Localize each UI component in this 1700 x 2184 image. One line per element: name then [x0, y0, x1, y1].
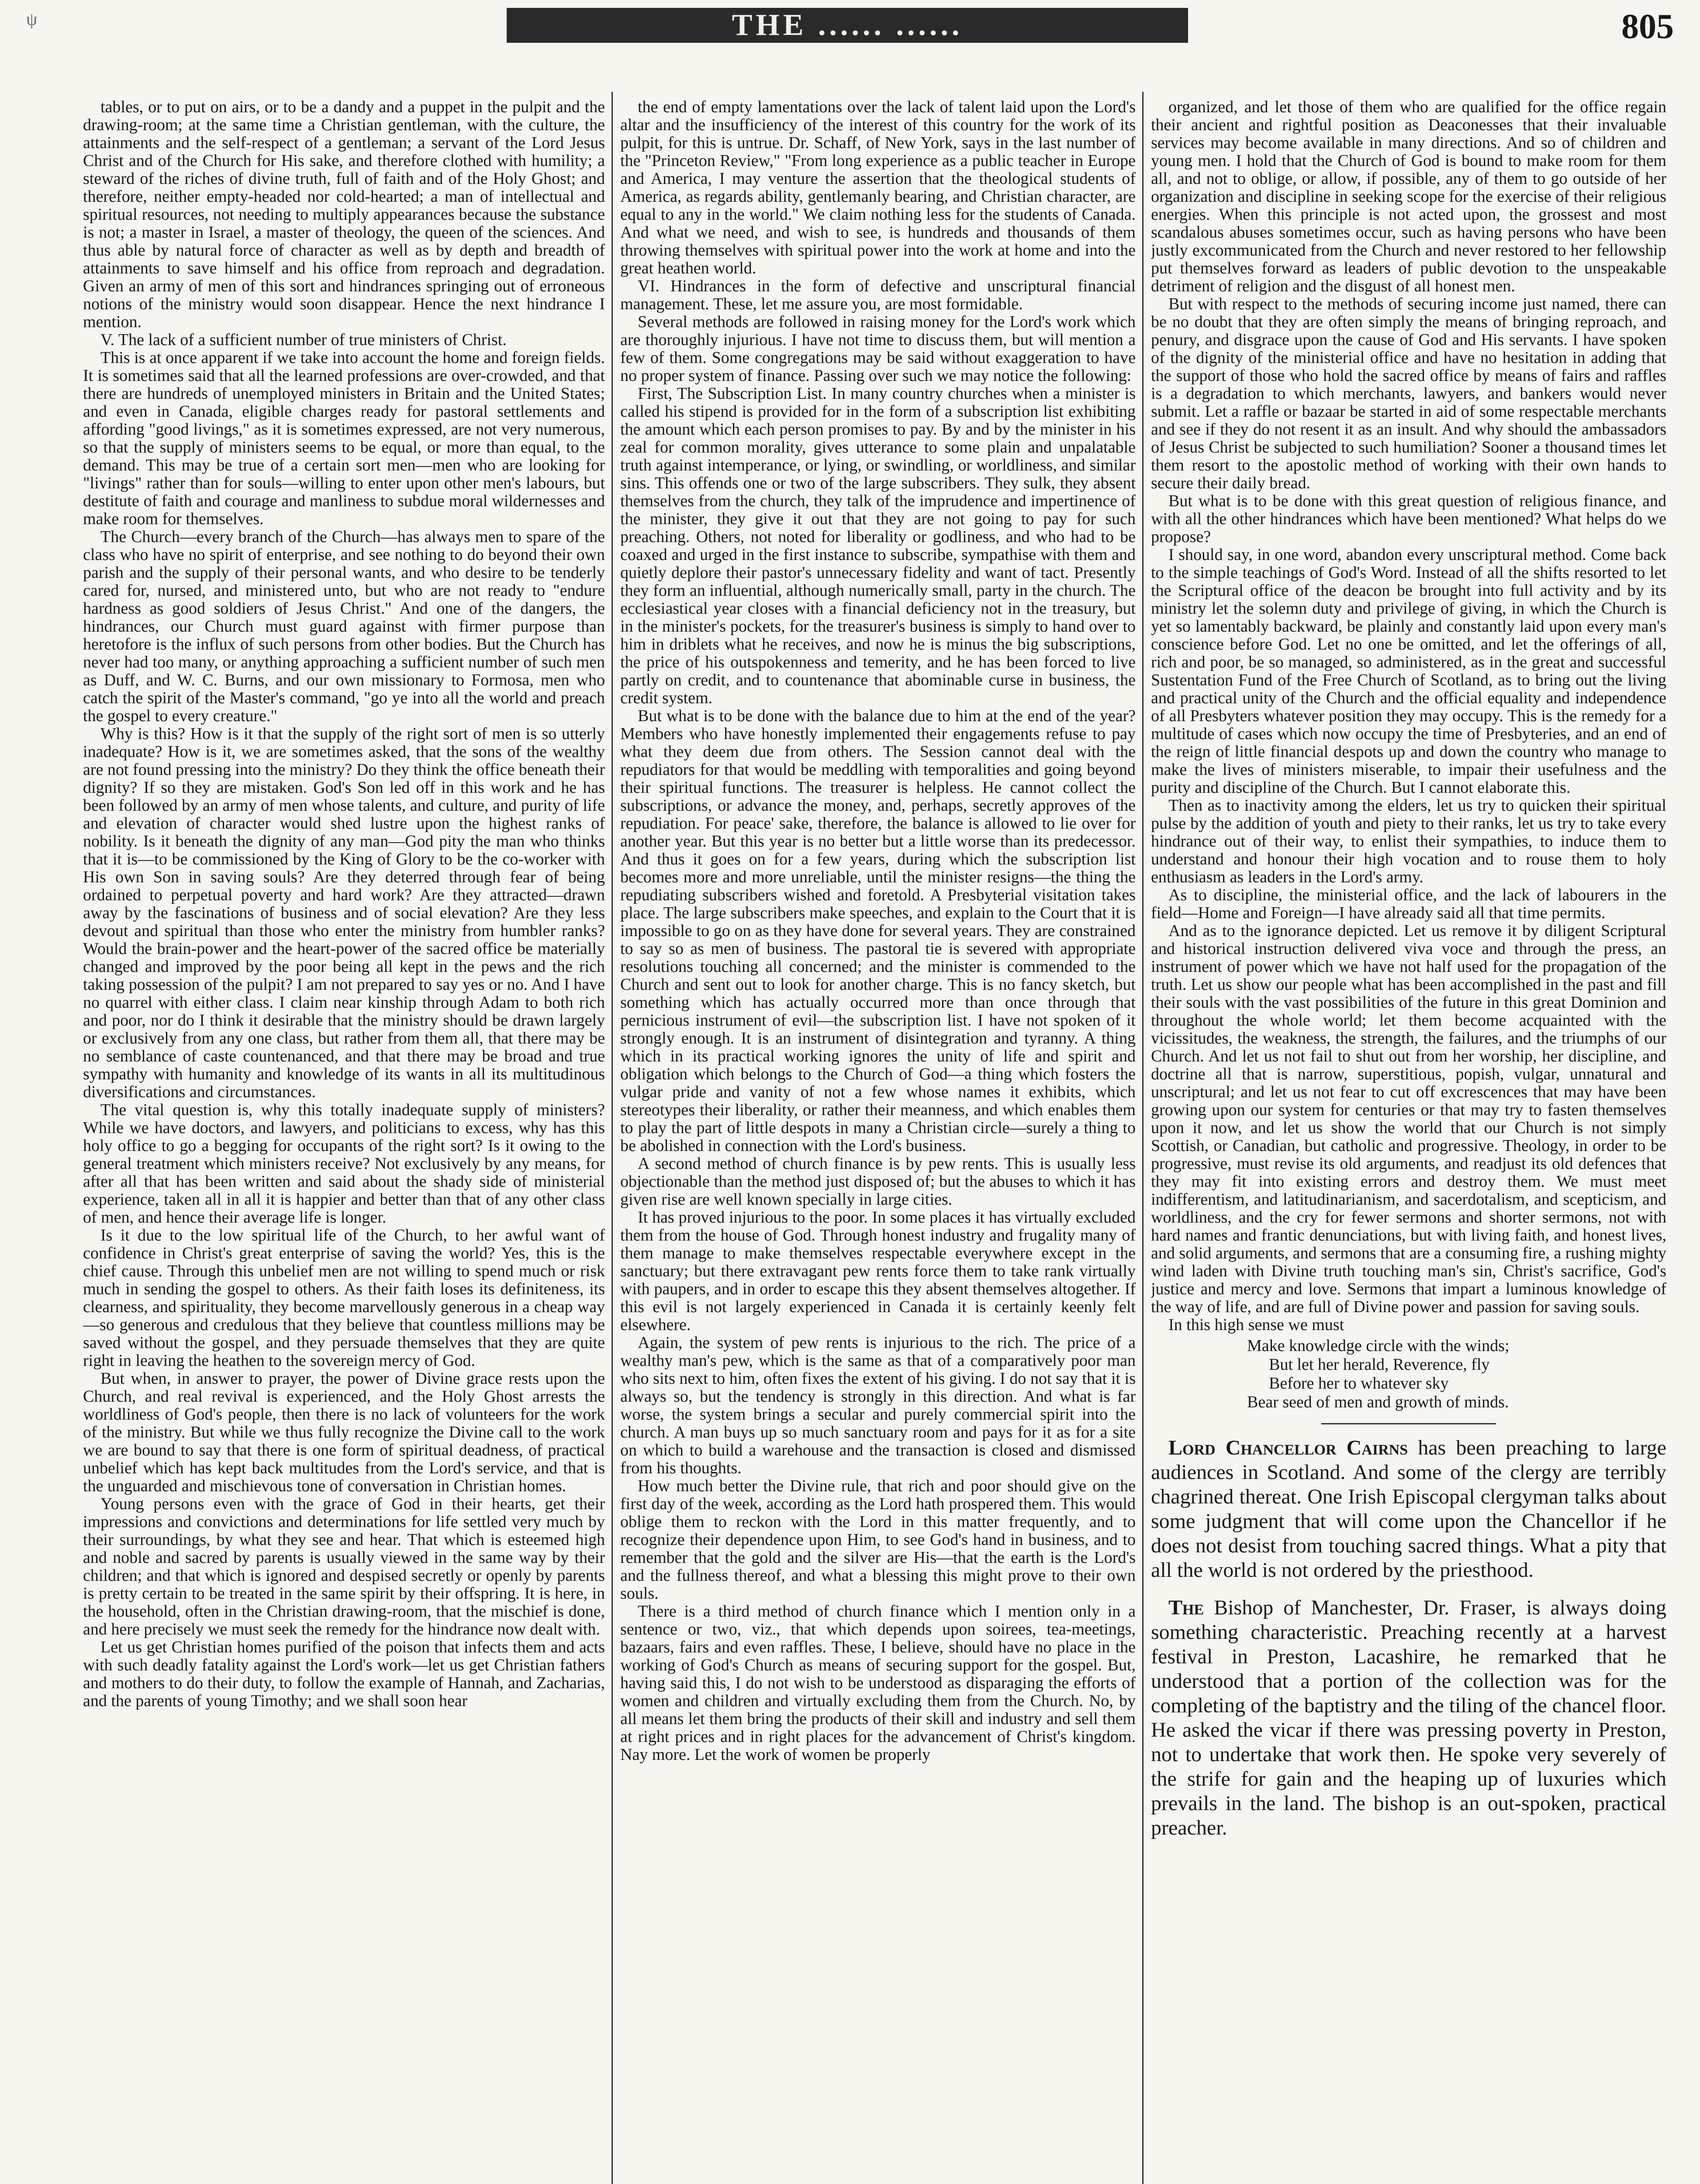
paragraph: It has proved injurious to the poor. In some places it has virtually excluded them from the house of God. Through honest industry and frugality many of them manage to make themselves respectable everywhere except in the sanctuary; but there extravagant pew rents force them to take rank virtually with paupers, and in order to escape this they absent themselves altogether. If this evil is not largely experienced in Canada it is certainly keenly felt elsewhere. — [620, 1208, 1136, 1334]
corner-mark: ψ — [26, 9, 38, 29]
paragraph: Why is this? How is it that the supply of the right sort of men is so utterly inadequate? How is it, we are sometimes asked, that the sons of the wealthy are not found pressing into the ministry? Do they think the office beneath their dignity? If so they are mistaken. God's Son led off in this work and he has been followed by an army of men whose talents, and culture, and purity of life and elevation of character would shed lustre upon the highest ranks of nobility. Is it beneath the dignity of any man—God pity the man who thinks that it is—to be commissioned by the King of Glory to be the co-worker with His own Son in saving souls? Are they deterred through fear of being ordained to perpetual poverty and hard work? Are they attracted—drawn away by the fascinations of business and of social elevation? Are they less devout and spiritual than those who enter the ministry from humbler ranks? Would the brain-power and the heart-power of the sacred office be materially changed and improved by the poor being all kept in the pews and the rich taking possession of the pulpit? I am not prepared to say yes or no. And I have no quarrel with either class. I claim near kinship through Adam to both rich and poor, nor do I think it desirable that the ministry should be drawn largely or exclusively from any one class, but rather from them all, that there may be no semblance of caste countenanced, and that there may be broad and true sympathy with humanity and knowledge of its wants in all its multitudinous diversifications and circumstances. — [83, 725, 605, 1101]
note-lead: The — [1168, 1596, 1204, 1619]
paragraph: The vital question is, why this totally inadequate supply of ministers? While we have doctors, and lawyers, and politicians to excess, why has this holy office to go a begging for occupants of the right sort? Is it owing to the general treatment which ministers receive? Not exclusively by any means, for after all that has been written and said about the shady side of ministerial experience, taken all in all it is happier and better than that of any other class of men, and hence their average life is longer. — [83, 1101, 605, 1227]
article-column-1 — [83, 98, 605, 2184]
verse-line: Bear seed of men and growth of minds. — [1247, 1393, 1509, 1411]
paragraph: Several methods are followed in raising money for the Lord's work which are thoroughly injurious. I have not time to discuss them, but will mention a few of them. Some congregations may be said without exaggeration to have no proper system of finance. Passing over such we may notice the following: — [620, 313, 1136, 385]
paragraph: But what is to be done with the balance due to him at the end of the year? Members who have honestly implemented their engagements refuse to pay what they deem due from others. The Session cannot deal with the repudiators for that would be meddling with temporalities and going beyond their spiritual functions. The treasurer is helpless. He cannot collect the subscriptions, or advance the money, and, perhaps, secretly approves of the repudiation. For peace' sake, therefore, the balance is allowed to lie over for another year. But this year is no better but a little worse than its predecessor. And thus it goes on for a few years, during which the subscription list becomes more and more unreliable, until the minister resigns—the thing the repudiating subscribers wished and foretold. A Presbyterial visitation takes place. The large subscribers make speeches, and explain to the Court that it is impossible to go on as they have done for several years. They are constrained to say so as men of business. The pastoral tie is severed with appropriate resolutions touching all concerned; and the minister is commended to the Church and sent out to look for another charge. This is no fancy sketch, but something which has actually occurred more than once through that pernicious instrument of evil—the subscription list. I have not spoken of it strongly enough. It is an instrument of disintegration and tyranny. A thing which in its practical working ignores the unity of life and spirit and obligation which belongs to the Church of God—a thing which fosters the vulgar pride and vanity of not a few whose names it exhibits, which stereotypes their liberality, or rather their meanness, and which enables them to play the part of little despots in many a Christian circle—surely a thing to be abolished in connection with the Lord's business. — [620, 707, 1136, 1155]
paragraph: Let us get Christian homes purified of the poison that infects them and acts with such deadly fatality against the Lord's work—let us get Christian fathers and mothers to do their duty, to follow the example of Hannah, and Zacharias, and the parents of young Timothy; and we shall soon hear — [83, 1638, 605, 1710]
news-note — [1151, 1596, 1666, 1840]
paragraph: And as to the ignorance depicted. Let us remove it by diligent Scriptural and historical instruction delivered viva voce and through the press, an instrument of power which we have not half used for the propagation of the truth. Let us show our people what has been accomplished in the past and fill their souls with the vast possibilities of the future in this great Dominion and throughout the whole world; let them become acquainted with the vicissitudes, the weakness, the strength, the failures, and the triumphs of our Church. And let us not fail to shut out from her worship, her discipline, and doctrine all that is narrow, superstitious, popish, vulgar, unnatural and unscriptural; and let us not fear to cut off excrescences that may have been growing upon our system for centuries or that may try to fasten themselves upon it now, and let us show the world that our Church is not simply Scottish, or Canadian, but catholic and progressive. Theology, in order to be progressive, must revise its old arguments, and readjust its old defences that they may fit into existing errors and destroy them. We must meet indifferentism, and latitudinarianism, and sacerdotalism, and scepticism, and worldliness, and the cry for fewer sermons and shorter sermons, not with hard names and frantic denunciations, but with living faith, and honest lives, and solid arguments, and sermons that are a consuming fire, a rushing mighty wind laden with Divine truth touching man's sin, Christ's sacrifice, God's justice and mercy and love. Sermons that impart a luminous knowledge of the way of life, and are full of Divine power and passion for saving souls. — [1151, 922, 1666, 1316]
column-rule — [1142, 92, 1144, 2184]
verse-line: Before her to whatever sky — [1269, 1374, 1449, 1393]
note-text: Bishop of Manchester, Dr. Fraser, is always doing something characteristic. Preaching recently at a harvest festival in Preston, Lacashire, he remarked that he understood that a portion of the collection was for the completing of the baptistry and the tiling of the chancel floor. He asked the vicar if there was pressing poverty in Preston, not to undertake that work then. He spoke very severely of the strife for gain and the heaping up of luxuries which prevails in the land. The bishop is an out-spoken, practical preacher. — [1151, 1596, 1666, 1839]
article-column-2 — [620, 98, 1136, 2184]
news-notes — [1151, 1436, 1666, 1840]
note-lead: Lord Chancellor Cairns — [1168, 1436, 1408, 1459]
paragraph: The Church—every branch of the Church—has always men to spare of the class who have no spirit of enterprise, and see nothing to do beyond their own parish and the supply of their personal wants, and who desire to be tenderly cared for, nursed, and ministered unto, but who are not ready to "endure hardness as good soldiers of Jesus Christ." And one of the dangers, the hindrances, our Church must guard against with firmer purpose than heretofore is the influx of such persons from other bodies. But the Church has never had too many, or anything approaching a sufficient number of such men as Duff, and W. C. Burns, and our own missionary to Formosa, men who catch the spirit of the Master's command, "go ye into all the world and preach the gospel to every creature." — [83, 528, 605, 725]
paragraph: organized, and let those of them who are qualified for the office regain their ancient and rightful position as Deaconesses that their invaluable services may become available in many directions. And so of children and young men. I hold that the Church of God is bound to make room for them all, and not to oblige, or allow, if possible, any of them to go outside of her organization and discipline in seeking scope for the exercise of their religious energies. When this principle is not acted upon, the grossest and most scandalous abuses sometimes occur, such as having persons who have been justly excommunicated from the Church and never restored to her fellowship put themselves forward as leaders of public devotion to the unspeakable detriment of religion and the disgust of all honest men. — [1151, 98, 1666, 295]
paragraph: This is at once apparent if we take into account the home and foreign fields. It is sometimes said that all the learned professions are over-crowded, and that there are hundreds of unemployed ministers in Britain and the United States; and even in Canada, eligible charges ready for pastoral settlements and affording "good livings," as it is sometimes expressed, are not very numerous, so that the supply of ministers seems to be equal, or more than equal, to the demand. This may be true of a certain sort men—men who are looking for "livings" rather than for souls—willing to enter upon other men's labours, but destitute of faith and courage and manliness to subdue moral wildernesses and make room for themselves. — [83, 349, 605, 528]
paragraph: tables, or to put on airs, or to be a dandy and a puppet in the pulpit and the drawing-room; at the same time a Christian gentleman, with the culture, the attainments and the self-respect of a gentleman; a servant of the Lord Jesus Christ and of the Church for His sake, and therefore clothed with humility; a steward of the riches of divine truth, full of faith and of the Holy Ghost; and therefore, neither empty-headed nor cold-hearted; a man of intellectual and spiritual resources, not needing to multiply appearances because the substance is not; a master in Israel, a master of theology, the queen of the sciences. And thus able by natural force of character as well as by depth and breadth of attainments to save himself and his office from reproach and degradation. Given an army of men of this sort and hindrances springing out of erroneous notions of the ministry would soon disappear. Hence the next hindrance I mention. — [83, 98, 605, 331]
paragraph: But when, in answer to prayer, the power of Divine grace rests upon the Church, and real revival is experienced, and the Holy Ghost arrests the worldliness of God's people, then there is no lack of volunteers for the work of the ministry. But while we thus fully recognize the Divine call to the work we are bound to say that there is one form of spiritual deadness, of practical unbelief which has kept back multitudes from the Lord's service, and that is the unguarded and mischievous tone of conversation in Christian homes. — [83, 1369, 605, 1495]
column-rule — [612, 92, 613, 2184]
verse-quotation — [1247, 1337, 1666, 1412]
note-text: has been preaching to large audiences in Scotland. And some of the clergy are terribly chagrined thereat. One Irish Episcopal clergyman talks about some judgment that will come upon the Chancellor if he does not desist from touching sacred things. What a pity that all the world is not ordered by the priesthood. — [1151, 1436, 1666, 1582]
paragraph: Again, the system of pew rents is injurious to the rich. The price of a wealthy man's pew, which is the same as that of a comparatively poor man who sits next to him, often fixes the extent of his giving. I do not say that it is always so, but the tendency is strongly in this direction. And what is far worse, the system brings a secular and purely commercial spirit into the church. A man buys up so much sanctuary room and pays for it as for a site on which to build a warehouse and the transaction is closed and dismissed from his thoughts. — [620, 1334, 1136, 1477]
newspaper-masthead: THE ...... ...... — [507, 8, 1188, 43]
paragraph: the end of empty lamentations over the lack of talent laid upon the Lord's altar and the insufficiency of the interest of this country for the work of its pulpit, for this is untrue. Dr. Schaff, of New York, says in the last number of the "Princeton Review," "From long experience as a public teacher in Europe and America, I may venture the assertion that the theological students of America, as regards ability, gentlemanly bearing, and Christian character, are equal to any in the world." We claim nothing less for the students of Canada. And what we need, and wish to see, is hundreds and thousands of them throwing themselves with spiritual power into the work at home and into the great heathen world. — [620, 98, 1136, 277]
verse-line: But let her herald, Reverence, fly — [1269, 1355, 1490, 1374]
paragraph: Young persons even with the grace of God in their hearts, get their impressions and convictions and determinations for life settled very much by their surroundings, by what they see and hear. That which is esteemed high and noble and sacred by parents is usually viewed in the same way by their children; and that which is ignored and despised secretly or openly by parents is pretty certain to be treated in the same spirit by their offspring. It is here, in the household, often in the Christian drawing-room, that the mischief is done, and here precisely we must seek the remedy for the hindrance now dealt with. — [83, 1495, 605, 1638]
page-number: 805 — [1621, 7, 1674, 46]
paragraph: V. The lack of a sufficient number of true ministers of Christ. — [100, 331, 507, 349]
paragraph: A second method of church finance is by pew rents. This is usually less objectionable than the method just disposed of; but the abuses to which it has given rise are well known specially in large cities. — [620, 1154, 1136, 1209]
paragraph: But with respect to the methods of securing income just named, there can be no doubt that they are often simply the means of bringing reproach, and penury, and disgrace upon the cause of God and His servants. I have spoken of the dignity of the ministerial office and have no hesitation in adding that the support of those who hold the sacred office by means of fairs and raffles is a degradation to which merchants, lawyers, and bankers would never submit. Let a raffle or bazaar be started in aid of some respectable merchants and see if they do not resent it as an insult. And why should the ambassadors of Jesus Christ be subjected to such humiliation? Sooner a thousand times let them resort to the apostolic method of working with their own hands to secure their daily bread. — [1151, 295, 1666, 492]
page-header — [0, 0, 1700, 61]
paragraph: As to discipline, the ministerial office, and the lack of labourers in the field—Home and Foreign—I have already said all that time permits. — [1151, 886, 1666, 922]
paragraph: How much better the Divine rule, that rich and poor should give on the first day of the week, according as the Lord hath prospered them. This would oblige them to reckon with the Lord in this matter frequently, and to recognize their dependence upon Him, to see God's hand in business, and to remember that the gold and the silver are His—that the earth is the Lord's and the fullness thereof, and what a blessing this might prove to their own souls. — [620, 1477, 1136, 1603]
paragraph: First, The Subscription List. In many country churches when a minister is called his stipend is provided for in the form of a subscription list exhibiting the amount which each person promises to pay. By and by the minister in his zeal for common morality, gives utterance to some plain and unpalatable truth against intemperance, or lying, or swindling, or worldliness, and similar sins. This offends one or two of the large subscribers. They sulk, they absent themselves from the church, they talk of the imprudence and impertinence of the minister, they give it out that they are not going to pay for such preaching. Others, not noted for liberality or godliness, and who had to be coaxed and urged in the first instance to subscribe, sympathise with them and quietly deplore their pastor's unnecessary fidelity and want of tact. Presently they form an influential, although numerically small, party in the church. The ecclesiastical year closes with a financial deficiency not in the treasury, but in the minister's pockets, for the treasurer's business is simply to hand over to him in driblets what he receives, and now he is minus the big subscriptions, the price of his outspokenness and temerity, and he has been forced to live partly on credit, and to countenance that abominable curse in business, the credit system. — [620, 384, 1136, 707]
paragraph: In this high sense we must — [1168, 1316, 1344, 1334]
paragraph: Is it due to the low spiritual life of the Church, to her awful want of confidence in Christ's great enterprise of saving the world? Yes, this is the chief cause. Through this unbelief men are not willing to spend much or risk much in sending the gospel to others. As their faith loses its definiteness, its clearness, and spirituality, they become marvellously generous in a cheap way—so generous and credulous that they believe that countless millions may be saved without the gospel, and they persuade themselves that they are quite right in leaving the heathen to the sovereign mercy of God. — [83, 1226, 605, 1370]
column-3-body — [1151, 98, 1666, 1334]
paragraph: Then as to inactivity among the elders, let us try to quicken their spiritual pulse by the addition of youth and piety to their ranks, let us try to take every hindrance out of their way, to enlist their sympathies, to induce them to understand and honour their high vocation and to rouse them to holy enthusiasm as leaders in the Lord's army. — [1151, 796, 1666, 886]
paragraph: But what is to be done with this great question of religious finance, and with all the other hindrances which have been mentioned? What helps do we propose? — [1151, 492, 1666, 546]
paragraph: VI. Hindrances in the form of defective and unscriptural financial management. These, let me assure you, are most formidable. — [620, 277, 1136, 313]
section-divider — [1321, 1423, 1496, 1424]
paragraph: I should say, in one word, abandon every unscriptural method. Come back to the simple teachings of God's Word. Instead of all the shifts resorted to let the Scriptural office of the deacon be brought into full activity and by its ministry let the solemn duty and privilege of giving, in which the Church is yet so lamentably backward, be plainly and constantly laid upon every man's conscience before God. Let no one be omitted, and let the offerings of all, rich and poor, be so managed, so administered, as in the great and successful Sustentation Fund of the Free Church of Scotland, as to bring out the living and practical unity of the Church and the official equality and independence of all Presbyters whatever position they may occupy. This is the remedy for a multitude of cases which now occupy the time of Presbyteries, and an end of the reign of little financial despots up and down the country who manage to make the lives of ministers miserable, to impair their usefulness and the purity and discipline of the Church. But I cannot elaborate this. — [1151, 546, 1666, 797]
verse-line: Make knowledge circle with the winds; — [1247, 1337, 1510, 1355]
article-column-3 — [1151, 98, 1666, 2184]
paragraph: There is a third method of church finance which I mention only in a sentence or two, viz., that which depends upon soirees, tea-meetings, bazaars, fairs and even raffles. These, I believe, should have no place in the working of God's Church as means of securing support for the gospel. But, having said this, I do not wish to be understood as disparaging the efforts of women and children and virtually excluding them from the Church. No, by all means let them bring the products of their skill and industry and sell them at right prices and in right places for the advancement of Christ's kingdom. Nay more. Let the work of women be properly — [620, 1602, 1136, 1764]
news-note — [1151, 1436, 1666, 1583]
